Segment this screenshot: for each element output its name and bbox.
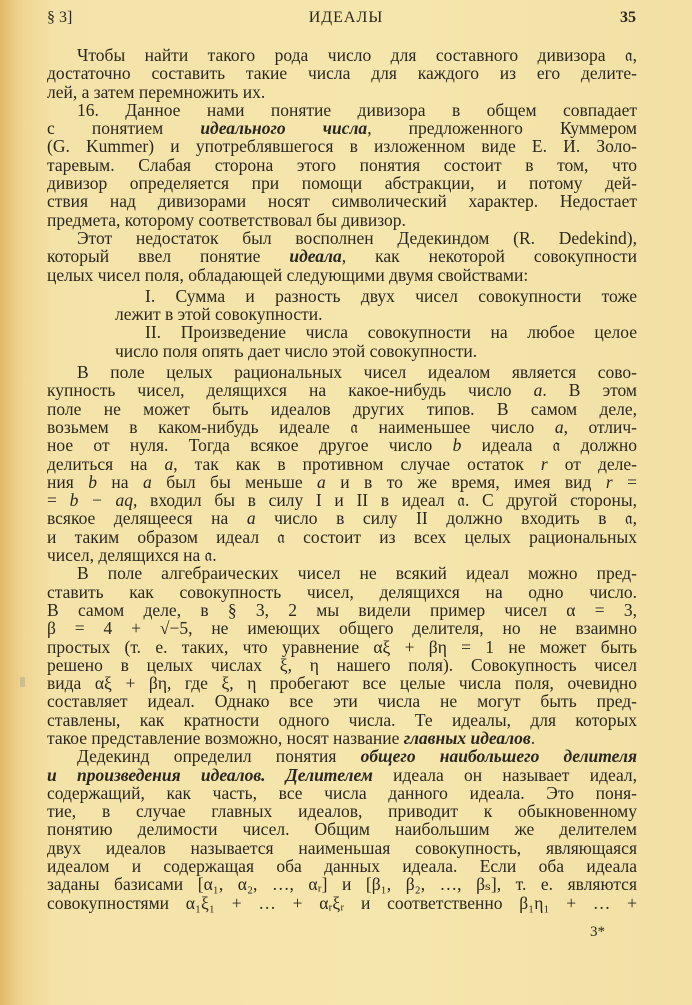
text-run: таревым. Слабая сторона этого понятия состоит в том, что: [47, 154, 637, 175]
text-line: [47, 875, 637, 893]
text-line: [47, 174, 637, 192]
text-line: [47, 83, 637, 101]
text-run: всякое делящееся на: [47, 508, 247, 529]
text-line: [47, 784, 637, 802]
text-run: идеалом и содержащая оба данных идеала. Если оба идеала: [47, 856, 637, 877]
text-run: вида αξ + βη, где ξ, η пробегают все целые числа поля, очевидно: [47, 673, 637, 694]
text-line: [47, 101, 637, 119]
text-run: =: [612, 471, 637, 492]
text-line: [47, 119, 637, 137]
text-line: [47, 528, 637, 546]
text-line: [47, 747, 637, 765]
text-line: [47, 229, 637, 247]
text-line: [47, 857, 637, 875]
text-line: [47, 601, 637, 619]
text-run: возьмем в каком-нибудь идеале 𝔞 наименьшее число: [47, 416, 555, 437]
text-line: [47, 619, 637, 637]
emphasized-term: идеала: [289, 246, 342, 267]
text-line: [47, 418, 637, 436]
text-run: составляет идеал. Однако все эти числа не могут быть пред-: [47, 691, 637, 712]
text-line: [47, 729, 637, 747]
text-line: [47, 839, 637, 857]
text-run: лей, а затем перемножить их.: [47, 81, 266, 102]
text-line: [47, 64, 637, 82]
text-line: [47, 381, 637, 399]
text-line: [47, 583, 637, 601]
text-line: [47, 400, 637, 418]
text-run: В поле целых рациональных чисел идеалом является сово-: [77, 362, 637, 383]
text-run: целых чисел поля, обладающей следующими двумя свойствами:: [47, 264, 529, 285]
text-run: b: [88, 471, 97, 492]
text-run: Дедекинд определил понятия: [77, 746, 361, 767]
text-line: [47, 766, 637, 784]
text-line: [47, 638, 637, 656]
text-line: [47, 192, 637, 210]
text-run: от деле-: [547, 453, 637, 474]
text-run: делиться на: [47, 453, 165, 474]
text-run: ставить как совокупность чисел, делящихся на одно число.: [47, 581, 637, 602]
text-run: двух идеалов называется наименьшая совокупность, являющаяся: [47, 837, 637, 858]
text-run: β = 4 + √−5, не имеющих общего делителя, но не взаимно: [47, 618, 637, 639]
text-run: такое представление возможно, носят название: [47, 727, 404, 748]
text-line: [47, 473, 637, 491]
text-line: [115, 287, 637, 305]
text-run: поле не может быть идеалов других типов. В самом деле,: [47, 398, 637, 419]
signature-mark: 3*: [590, 924, 605, 940]
text-line: [47, 674, 637, 692]
text-run: чисел, делящихся на 𝔞.: [47, 545, 217, 566]
emphasized-term: и произведения идеалов. Делителем: [47, 764, 373, 785]
text-run: идеала он называет идеал,: [372, 764, 637, 785]
text-line: [47, 455, 637, 473]
page-number: 35: [620, 9, 636, 26]
running-head-section: § 3]: [47, 9, 73, 26]
text-run: был бы меньше: [151, 471, 318, 492]
text-run: (G. Kummer) и употреблявшегося в изложенном виде Е. И. Золо-: [47, 136, 637, 157]
text-run: В поле алгебраических чисел не всякий идеал можно пред-: [77, 563, 637, 584]
text-line: [47, 802, 637, 820]
text-run: , отлич-: [563, 416, 637, 437]
text-line: [47, 247, 637, 265]
text-line: [47, 137, 637, 155]
text-run: понятию делимости чисел. Общим наибольшим же делителем: [47, 819, 637, 840]
text-run: купность чисел, делящихся на какое-нибудь число: [47, 380, 534, 401]
emphasized-term: идеального числа: [200, 118, 368, 139]
text-run: .: [530, 727, 536, 748]
text-line: [47, 894, 637, 912]
emphasized-term: общего наибольшего делителя: [360, 746, 637, 767]
text-run: . В этом: [542, 380, 637, 401]
text-run: лежит в этой совокупности.: [115, 304, 323, 325]
text-run: , предложенного Куммером: [367, 118, 637, 139]
text-line: [47, 546, 637, 564]
text-line: [47, 491, 637, 509]
text-line: [47, 266, 637, 284]
text-line: [47, 509, 637, 527]
text-run: Чтобы найти такого рода число для составного дивизора 𝔞,: [77, 45, 637, 65]
text-line: [47, 46, 637, 64]
text-run: r: [540, 453, 548, 474]
text-run: a: [554, 416, 564, 437]
text-run: содержащий, как часть, все числа данного идеала. Это поня-: [47, 782, 637, 803]
text-run: r: [605, 471, 613, 492]
text-run: В самом деле, в § 3, 2 мы видели пример чисел α = 3,: [47, 599, 637, 620]
text-run: , входил бы в силу I и II в идеал 𝔞. С другой стороны,: [133, 490, 638, 511]
text-run: и таким образом идеал 𝔞 состоит из всех целых рациональных: [47, 526, 637, 547]
text-run: b: [452, 435, 462, 456]
text-run: простых (т. е. таких, что уравнение αξ + βη = 1 не может быть: [47, 636, 637, 657]
text-line: [47, 363, 637, 381]
text-run: заданы базисами [α₁, α₂, …, αᵣ] и [β₁, β₂, …, βₛ], т. е. являются: [47, 874, 637, 895]
text-run: a: [143, 471, 152, 492]
text-run: дивизор определяется при помощи абстракции, и потому дей-: [47, 173, 637, 194]
emphasized-term: главных идеалов: [403, 727, 531, 748]
text-line: [47, 156, 637, 174]
text-run: a: [317, 471, 326, 492]
body-text: [47, 46, 637, 912]
text-run: ния: [47, 471, 89, 492]
text-line: [47, 656, 637, 674]
text-run: 16. Данное нами понятие дивизора в общем совпадает: [77, 99, 637, 120]
text-line: [115, 305, 637, 323]
running-head-title: ИДЕАЛЫ: [308, 9, 384, 26]
text-run: идеала 𝔞 должно: [461, 435, 637, 456]
text-run: достаточно составить такие числа для каждого из его делите-: [47, 63, 637, 84]
text-line: [47, 711, 637, 729]
text-line: [47, 564, 637, 582]
text-line: [47, 692, 637, 710]
text-run: решено в целых числах ξ, η нашего поля). Совокупность чисел: [47, 654, 637, 675]
text-line: [47, 820, 637, 838]
text-run: который ввел понятие: [47, 246, 290, 267]
text-line: [115, 323, 637, 341]
text-run: Этот недостаток был восполнен Дедекиндом (R. Dedekind),: [77, 227, 637, 248]
text-run: a: [164, 453, 174, 474]
text-run: b − aq: [69, 490, 133, 511]
text-run: тие, в случае главных идеалов, приводит к обыкновенному: [47, 801, 637, 822]
scan-speck: [20, 677, 25, 687]
text-run: ное от нуля. Тогда всякое другое число: [47, 435, 453, 456]
text-run: I. Сумма и разность двух чисел совокупности тоже: [145, 285, 637, 306]
text-run: , как некоторой совокупности: [341, 246, 637, 267]
text-run: и в то же время, имея вид: [325, 471, 606, 492]
text-run: совокупностями α₁ξ₁ + … + αᵣξᵣ и соответственно β₁η₁ + … +: [47, 892, 637, 913]
text-run: a: [246, 508, 256, 529]
text-run: =: [47, 490, 70, 511]
text-line: [115, 342, 637, 360]
text-run: с понятием: [47, 118, 201, 139]
text-line: [47, 211, 637, 229]
text-run: на: [96, 471, 144, 492]
text-run: II. Произведение числа совокупности на любое целое: [145, 322, 637, 343]
text-run: ставлены, как кратности одного числа. Те идеалы, для которых: [47, 709, 637, 730]
text-run: ствия над дивизорами носят символический характер. Недостает: [47, 191, 637, 212]
text-run: число в силу II должно входить в 𝔞,: [255, 508, 637, 529]
text-run: , так как в противном случае остаток: [173, 453, 541, 474]
text-run: число поля опять дает число этой совокупности.: [115, 340, 478, 361]
text-run: предмета, которому соответствовал бы дивизор.: [47, 209, 406, 230]
text-line: [47, 436, 637, 454]
text-run: a: [533, 380, 543, 401]
